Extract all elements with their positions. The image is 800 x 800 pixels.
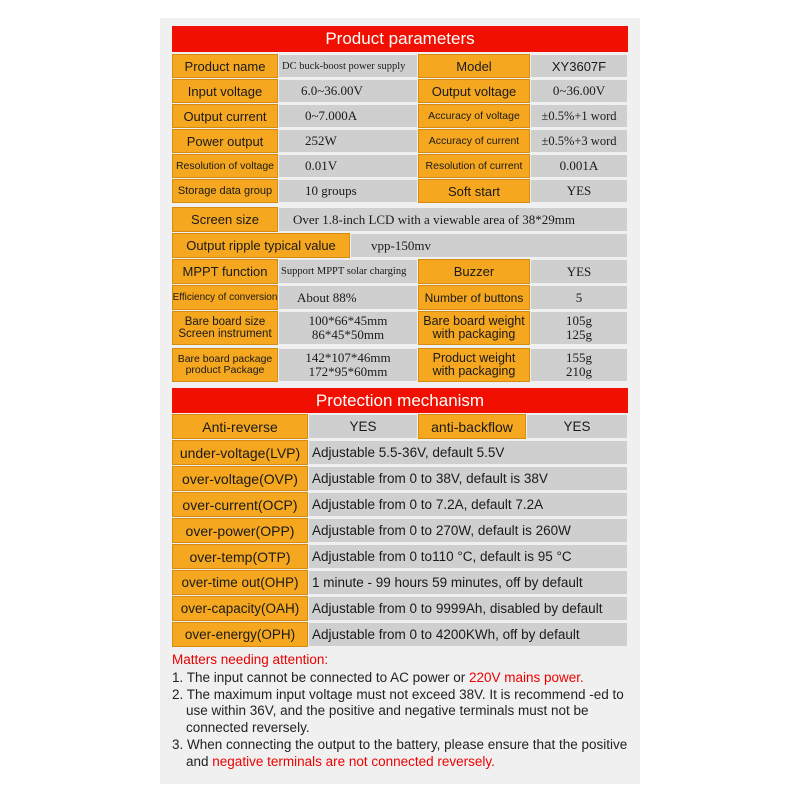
note-2-text: 2. The maximum input voltage must not exceed 38V. It is recommend -ed to use within 36V, and the positive and negative terminals must not be connected reversely.	[172, 686, 624, 736]
bare-size-value-line1: 100*66*45mm	[308, 313, 388, 329]
protection-mechanism-banner: Protection mechanism	[172, 388, 628, 413]
mppt-value: Support MPPT solar charging	[278, 259, 418, 284]
resolution-current-value: 0.001A	[530, 154, 628, 178]
bare-weight-label-line2: with packaging	[432, 327, 516, 341]
bare-weight-value-line2: 125g	[566, 327, 592, 342]
product-weight-value-line2: 210g	[566, 364, 592, 379]
anti-reverse-label: Anti-reverse	[172, 414, 308, 439]
protection-lvp-label: under-voltage(LVP)	[172, 440, 308, 465]
resolution-voltage-label: Resolution of voltage	[172, 154, 278, 178]
bare-size-value	[278, 311, 418, 345]
bare-size-label-line1: Bare board size	[184, 315, 266, 328]
soft-start-label: Soft start	[418, 179, 530, 203]
output-current-value: 0~7.000A	[278, 104, 418, 128]
model-label: Model	[418, 54, 530, 78]
accuracy-current-value: ±0.5%+3 word	[530, 129, 628, 153]
protection-ovp-value: Adjustable from 0 to 38V, default is 38V	[308, 466, 628, 491]
input-voltage-label: Input voltage	[172, 79, 278, 103]
anti-backflow-label: anti-backflow	[418, 414, 526, 439]
note-item-3	[172, 737, 638, 771]
product-name-label: Product name	[172, 54, 278, 78]
product-weight-value-line1: 155g	[566, 350, 592, 366]
notes-title: Matters needing attention:	[172, 652, 329, 667]
protection-oah-value: Adjustable from 0 to 9999Ah, disabled by default	[308, 596, 628, 621]
spec-sheet	[160, 18, 640, 784]
protection-lvp-value: Adjustable 5.5-36V, default 5.5V	[308, 440, 628, 465]
product-weight-value	[530, 348, 628, 382]
protection-oah-label: over-capacity(OAH)	[172, 596, 308, 621]
bare-weight-label-line1: Bare board weight	[423, 313, 525, 328]
product-parameters-banner: Product parameters	[172, 26, 628, 52]
note-1-text: 1. The input cannot be connected to AC power or	[172, 669, 469, 685]
screen-size-label: Screen size	[172, 207, 278, 232]
mppt-label: MPPT function	[172, 259, 278, 284]
note-item-1	[172, 670, 638, 687]
note-1-highlight: 220V mains power.	[468, 669, 584, 685]
bare-size-label-line2: Screen instrument	[178, 328, 272, 340]
ripple-value: vpp-150mv	[350, 233, 628, 258]
bare-size-label	[172, 311, 278, 345]
accuracy-voltage-label: Accuracy of voltage	[418, 104, 530, 128]
protection-otp-value: Adjustable from 0 to110 °C, default is 95 °C	[308, 544, 628, 569]
bare-weight-value-line1: 105g	[566, 313, 592, 329]
output-current-label: Output current	[172, 104, 278, 128]
protection-oph-value: Adjustable from 0 to 4200KWh, off by default	[308, 622, 628, 647]
resolution-voltage-value: 0.01V	[278, 154, 418, 178]
power-output-label: Power output	[172, 129, 278, 153]
power-output-value: 252W	[278, 129, 418, 153]
package-value	[278, 348, 418, 382]
output-voltage-label: Output voltage	[418, 79, 530, 103]
product-weight-label-line2: with packaging	[432, 364, 516, 378]
input-voltage-value: 6.0~36.00V	[278, 79, 418, 103]
bare-weight-label	[418, 311, 530, 345]
bare-weight-value	[530, 311, 628, 345]
protection-ocp-value: Adjustable from 0 to 7.2A, default 7.2A	[308, 492, 628, 517]
bare-size-value-line2: 86*45*50mm	[311, 327, 385, 342]
accuracy-current-label: Accuracy of current	[418, 129, 530, 153]
ripple-label: Output ripple typical value	[172, 233, 350, 258]
buzzer-value: YES	[530, 259, 628, 284]
product-weight-label-line1: Product weight	[432, 350, 516, 365]
product-name-value: DC buck-boost power supply	[278, 54, 418, 78]
accuracy-voltage-value: ±0.5%+1 word	[530, 104, 628, 128]
protection-ovp-label: over-voltage(OVP)	[172, 466, 308, 491]
output-voltage-value: 0~36.00V	[530, 79, 628, 103]
protection-ohp-value: 1 minute - 99 hours 59 minutes, off by default	[308, 570, 628, 595]
protection-opp-label: over-power(OPP)	[172, 518, 308, 543]
storage-value: 10 groups	[278, 179, 418, 203]
anti-reverse-value: YES	[308, 414, 418, 439]
package-label-line1: Bare board package	[177, 352, 273, 365]
buzzer-label: Buzzer	[418, 259, 530, 284]
protection-ocp-label: over-current(OCP)	[172, 492, 308, 517]
protection-ohp-label: over-time out(OHP)	[172, 570, 308, 595]
product-weight-label	[418, 348, 530, 382]
protection-oph-label: over-energy(OPH)	[172, 622, 308, 647]
package-label-line2: product Package	[185, 364, 265, 376]
protection-otp-label: over-temp(OTP)	[172, 544, 308, 569]
package-value-line2: 172*95*60mm	[308, 364, 388, 379]
note-3-text: 3. When connecting the output to the battery, please ensure that the positive and	[172, 736, 628, 769]
package-label	[172, 348, 278, 382]
note-item-2	[172, 687, 638, 737]
soft-start-value: YES	[530, 179, 628, 203]
anti-backflow-value: YES	[526, 414, 628, 439]
storage-label: Storage data group	[172, 179, 278, 203]
model-value: XY3607F	[530, 54, 628, 78]
efficiency-value: About 88%	[278, 285, 418, 310]
screen-size-value: Over 1.8-inch LCD with a viewable area of 38*29mm	[278, 207, 628, 232]
note-3-highlight: negative terminals are not connected reversely.	[212, 753, 495, 769]
attention-notes	[172, 652, 638, 771]
buttons-label: Number of buttons	[418, 285, 530, 310]
resolution-current-label: Resolution of current	[418, 154, 530, 178]
protection-opp-value: Adjustable from 0 to 270W, default is 260W	[308, 518, 628, 543]
buttons-value: 5	[530, 285, 628, 310]
efficiency-label: Efficiency of conversion	[172, 285, 278, 310]
package-value-line1: 142*107*46mm	[305, 350, 391, 366]
